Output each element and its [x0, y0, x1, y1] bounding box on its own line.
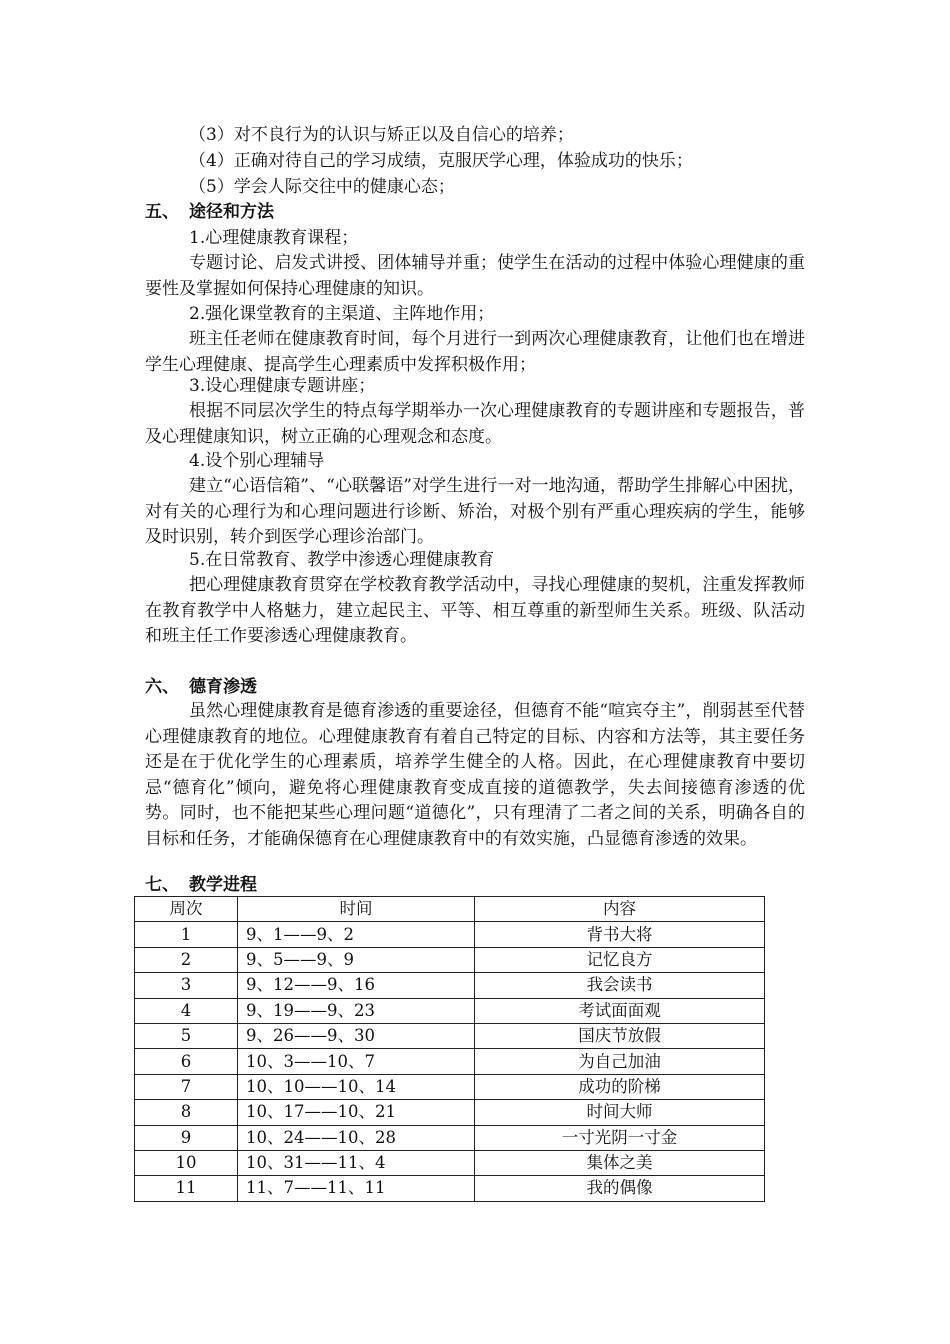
cell-week: 9 — [135, 1125, 238, 1150]
cell-content: 我会读书 — [475, 973, 765, 998]
cell-week: 8 — [135, 1100, 238, 1125]
cell-time: 9、12——9、16 — [238, 973, 475, 998]
cell-content: 时间大师 — [475, 1100, 765, 1125]
cell-content: 为自己加油 — [475, 1049, 765, 1074]
section-6-title: 德育渗透 — [189, 677, 257, 697]
table-row — [135, 1074, 765, 1099]
list-item-5: （5）学会人际交往中的健康心态； — [189, 177, 455, 197]
cell-week: 11 — [135, 1176, 238, 1201]
cell-content: 一寸光阴一寸金 — [475, 1125, 765, 1150]
table-row — [135, 1049, 765, 1074]
method-3-heading: 3.设心理健康专题讲座； — [189, 376, 376, 396]
header-time: 时间 — [238, 897, 475, 922]
cell-week: 7 — [135, 1074, 238, 1099]
list-item-3: （3）对不良行为的认识与矫正以及自信心的培养； — [189, 125, 574, 145]
schedule-table — [134, 896, 765, 1202]
method-2-body: 班主任老师在健康教育时间，每个月进行一到两次心理健康教育，让他们也在增进学生心理健康、提高学生心理素质中发挥积极作用； — [145, 329, 805, 375]
section-5-number: 五、 — [145, 202, 179, 222]
method-1-body: 专题讨论、启发式讲授、团体辅导并重；使学生在活动的过程中体验心理健康的重要性及掌握如何保持心理健康的知识。 — [145, 253, 805, 299]
cell-content: 我的偶像 — [475, 1176, 765, 1201]
list-item-4: （4）正确对待自己的学习成绩，克服厌学心理，体验成功的快乐； — [189, 151, 693, 171]
cell-content: 成功的阶梯 — [475, 1074, 765, 1099]
cell-content: 记忆良方 — [475, 947, 765, 972]
cell-time: 9、5——9、9 — [238, 947, 475, 972]
table-row — [135, 947, 765, 972]
table-row — [135, 1176, 765, 1201]
cell-week: 10 — [135, 1150, 238, 1175]
cell-content: 背书大将 — [475, 922, 765, 947]
section-5-title: 途径和方法 — [189, 202, 274, 222]
cell-time: 9、1——9、2 — [238, 922, 475, 947]
section-6-number: 六、 — [145, 677, 179, 697]
header-content: 内容 — [475, 897, 765, 922]
method-2-heading: 2.强化课堂教育的主渠道、主阵地作用； — [189, 304, 495, 324]
cell-content: 国庆节放假 — [475, 1023, 765, 1048]
table-row — [135, 998, 765, 1023]
section-6-body: 虽然心理健康教育是德育渗透的重要途径，但德育不能“喧宾夺主”，削弱甚至代替心理健康教育的地位。心理健康教育有着自己特定的目标、内容和方法等，其主要任务还是在于优化学生的心理素质，培养学生健全的人格。因此，在心理健康教育中要切忌“德育化”倾向，避免将心理健康教育变成直接的道德教学，失去间接德育渗透的优势。同时，也不能把某些心理问题“道德化”，只有理清了二者之间的关系，明确各自的目标和任务，才能确保德育在心理健康教育中的有效实施，凸显德育渗透的效果。 — [145, 701, 805, 849]
cell-week: 5 — [135, 1023, 238, 1048]
cell-week: 6 — [135, 1049, 238, 1074]
cell-time: 9、19——9、23 — [238, 998, 475, 1023]
cell-time: 10、31——11、4 — [238, 1150, 475, 1175]
method-1-heading: 1.心理健康教育课程； — [189, 228, 359, 248]
cell-time: 10、10——10、14 — [238, 1074, 475, 1099]
cell-time: 10、24——10、28 — [238, 1125, 475, 1150]
table-row — [135, 1125, 765, 1150]
cell-week: 4 — [135, 998, 238, 1023]
cell-content: 集体之美 — [475, 1150, 765, 1175]
cell-time: 10、3——10、7 — [238, 1049, 475, 1074]
cell-week: 2 — [135, 947, 238, 972]
cell-time: 11、7——11、11 — [238, 1176, 475, 1201]
section-7-heading — [145, 873, 257, 898]
table-row — [135, 1100, 765, 1125]
cell-time: 10、17——10、21 — [238, 1100, 475, 1125]
method-4-body: 建立“心语信箱”、“心联馨语”对学生进行一对一地沟通，帮助学生排解心中困扰，对有关的心理行为和心理问题进行诊断、矫治，对极个别有严重心理疾病的学生，能够及时识别，转介到医学心理诊治部门。 — [145, 476, 805, 547]
cell-week: 1 — [135, 922, 238, 947]
table-row — [135, 973, 765, 998]
table-row — [135, 1150, 765, 1175]
method-4-heading: 4.设个别心理辅导 — [189, 451, 325, 471]
header-week: 周次 — [135, 897, 238, 922]
section-5-heading — [145, 200, 274, 225]
cell-week: 3 — [135, 973, 238, 998]
section-7-title: 教学进程 — [189, 875, 257, 895]
table-row — [135, 1023, 765, 1048]
cell-content: 考试面面观 — [475, 998, 765, 1023]
section-7-number: 七、 — [145, 875, 179, 895]
cell-time: 9、26——9、30 — [238, 1023, 475, 1048]
method-3-body: 根据不同层次学生的特点每学期举办一次心理健康教育的专题讲座和专题报告，普及心理健康知识，树立正确的心理观念和态度。 — [145, 401, 805, 447]
table-header-row — [135, 897, 765, 922]
method-5-heading: 5.在日常教育、教学中渗透心理健康教育 — [189, 550, 495, 570]
method-5-body: 把心理健康教育贯穿在学校教育教学活动中，寻找心理健康的契机，注重发挥教师在教育教学中人格魅力，建立起民主、平等、相互尊重的新型师生关系。班级、队活动和班主任工作要渗透心理健康教育。 — [145, 575, 805, 646]
section-6-heading — [145, 675, 257, 700]
table-row — [135, 922, 765, 947]
